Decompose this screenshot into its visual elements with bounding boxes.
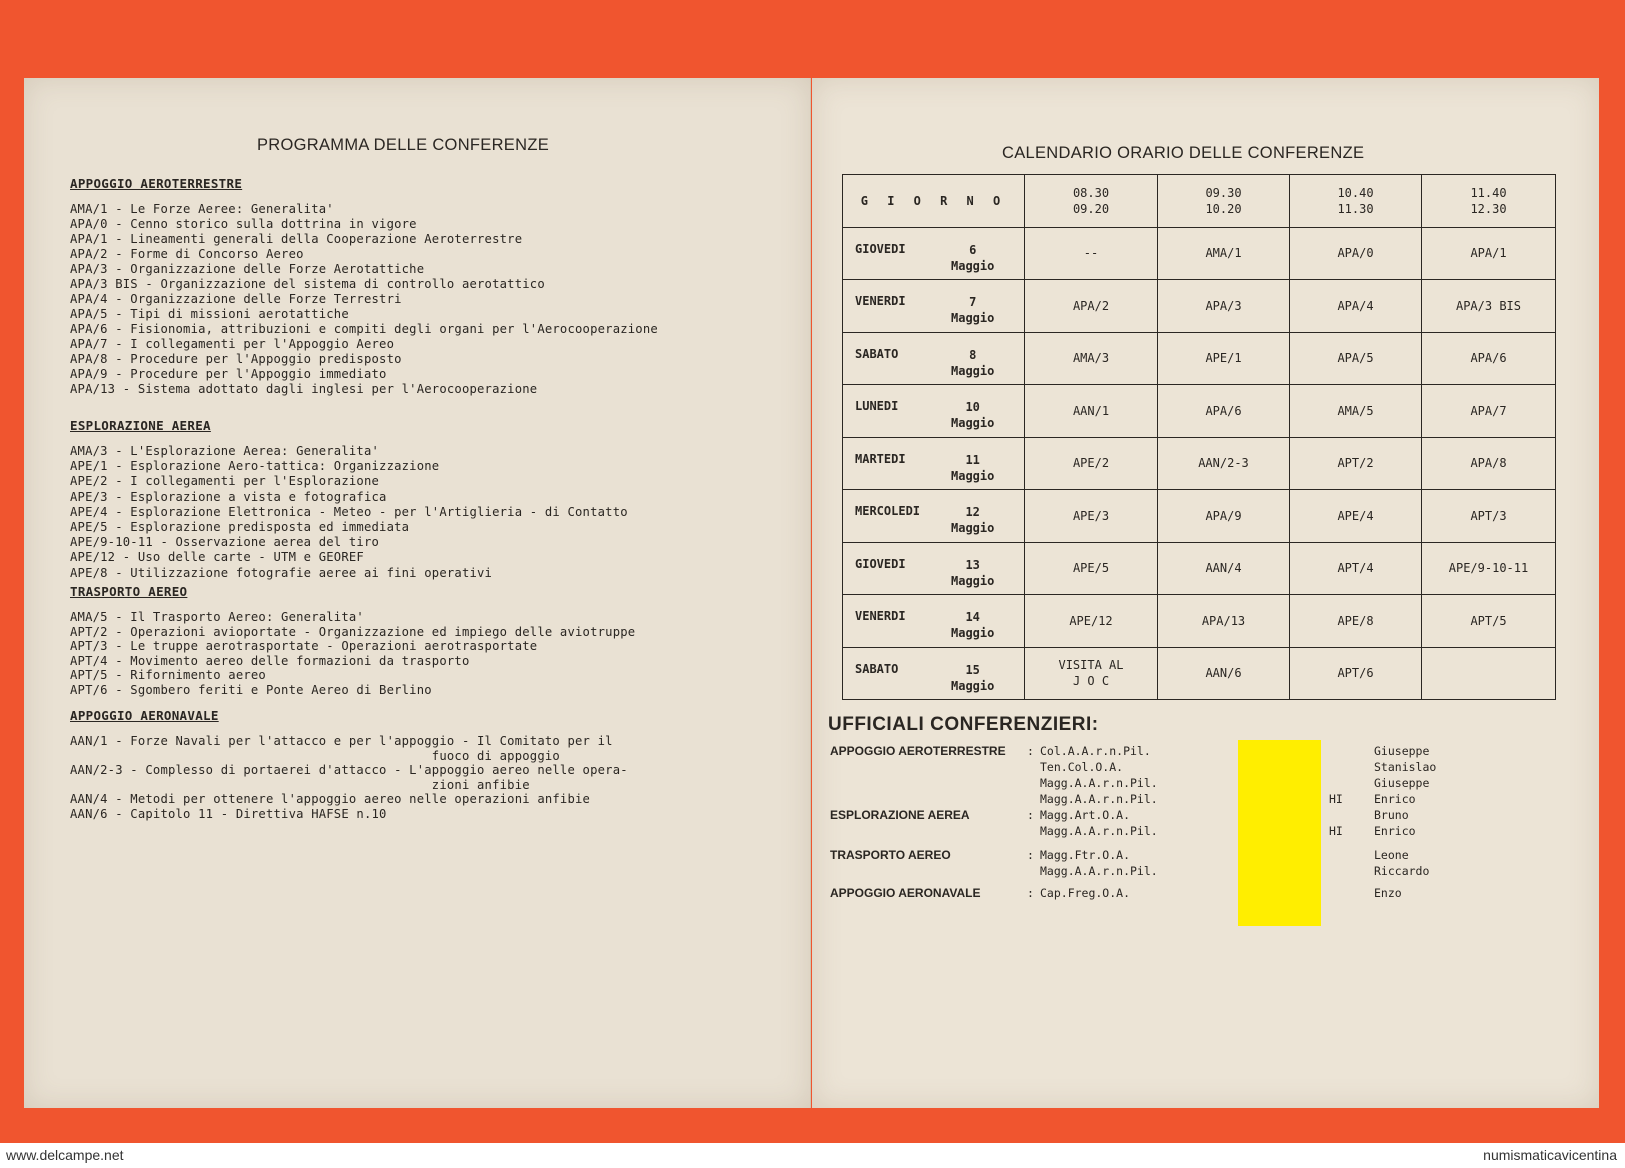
calendar-title: CALENDARIO ORARIO DELLE CONFERENZE <box>1002 144 1365 162</box>
officer-name-fragment: HI <box>1329 824 1343 838</box>
officer-first-name: Stanislao <box>1374 760 1437 774</box>
day-cell <box>843 385 1025 438</box>
officer-name-fragment: HI <box>1329 792 1343 806</box>
lecture-cell <box>1422 385 1556 438</box>
program-line: fuoco di appoggio <box>70 748 560 763</box>
program-line: APT/5 - Rifornimento aereo <box>70 668 266 683</box>
day-month: Maggio <box>951 363 995 378</box>
officer-first-name: Giuseppe <box>1374 744 1430 758</box>
officer-rank: Magg.A.A.r.n.Pil. <box>1040 864 1158 878</box>
program-line: AMA/5 - Il Trasporto Aereo: Generalita' <box>70 610 364 624</box>
day-month: Maggio <box>951 521 995 535</box>
program-title: PROGRAMMA DELLE CONFERENZE <box>257 136 550 154</box>
program-line: APT/4 - Movimento aereo delle formazioni da trasporto <box>70 653 470 668</box>
calendar-row <box>843 647 1556 700</box>
program-line: APE/12 - Uso delle carte - UTM e GEOREF <box>70 550 364 565</box>
officer-first-name: Leone <box>1374 848 1409 862</box>
program-line: APA/0 - Cenno storico sulla dottrina in vigore <box>70 217 417 231</box>
section-heading: TRASPORTO AEREO <box>70 584 188 599</box>
slot-start: 08.30 <box>1072 185 1110 200</box>
lecture-code: VISITA AL J O C <box>1058 658 1124 689</box>
officer-colon: : <box>1027 886 1034 900</box>
lecture-cell <box>1290 280 1422 333</box>
lecture-cell <box>1025 647 1158 700</box>
footer-left-link[interactable]: www.delcampe.net <box>6 1147 124 1163</box>
program-line: APE/8 - Utilizzazione fotografie aeree ai fini operativi <box>70 565 493 580</box>
lecture-cell <box>1025 385 1158 438</box>
day-cell <box>843 437 1025 490</box>
program-line: AAN/4 - Metodi per ottenere l'appoggio aereo nelle operazioni anfibie <box>70 792 591 807</box>
lecture-code: APA/6 <box>1205 403 1242 418</box>
calendar-row <box>843 595 1556 648</box>
day-name: LUNEDI <box>855 399 899 413</box>
program-line: APA/2 - Forme di Concorso Aereo <box>70 247 304 261</box>
lecture-code: APE/2 <box>1072 456 1110 471</box>
calendar-row <box>843 332 1556 385</box>
day-name: VENERDI <box>855 294 906 308</box>
day-name: SABATO <box>855 661 899 676</box>
lecture-code: AMA/3 <box>1072 351 1110 366</box>
right-page <box>812 78 1599 1108</box>
lecture-cell <box>1422 227 1556 280</box>
day-name: GIOVEDI <box>855 556 906 571</box>
officer-category: APPOGGIO AEROTERRESTRE <box>830 744 1006 758</box>
program-line: APE/9-10-11 - Osservazione aerea del tiro <box>70 535 380 550</box>
lecture-cell <box>1422 437 1556 490</box>
lecture-code: APE/5 <box>1072 561 1110 576</box>
lecture-code: AMA/5 <box>1337 403 1374 418</box>
officer-rank: Magg.Ftr.O.A. <box>1040 848 1131 862</box>
lecture-cell <box>1158 227 1290 280</box>
officer-rank: Col.A.A.r.n.Pil. <box>1040 744 1151 758</box>
program-line: APE/1 - Esplorazione Aero-tattica: Organizzazione <box>70 459 440 474</box>
lecture-cell <box>1290 437 1422 490</box>
lecture-code: APA/3 <box>1205 298 1242 313</box>
officer-first-name: Bruno <box>1374 808 1409 822</box>
lecture-cell <box>1025 542 1158 595</box>
lecture-code: APT/6 <box>1337 666 1374 681</box>
lecture-cell <box>1290 332 1422 385</box>
lecture-code: APA/8 <box>1470 456 1507 471</box>
day-number: 12 <box>965 505 980 519</box>
program-line: APA/6 - Fisionomia, attribuzioni e compiti degli organi per l'Aerocooperazione <box>70 322 658 336</box>
lecture-code: -- <box>1083 246 1099 261</box>
day-cell <box>843 280 1025 333</box>
program-line: APA/5 - Tipi di missioni aerotattiche <box>70 307 349 321</box>
lecture-code: APT/5 <box>1470 613 1507 628</box>
day-number: 10 <box>965 400 980 414</box>
time-slot-header <box>1422 175 1556 228</box>
lecture-cell <box>1025 280 1158 333</box>
lecture-code: APE/1 <box>1205 351 1242 366</box>
day-cell <box>843 595 1025 648</box>
program-line: APE/4 - Esplorazione Elettronica - Meteo - per l'Artiglieria - di Contatto <box>70 504 628 519</box>
lecture-cell <box>1290 595 1422 648</box>
day-number: 15 <box>965 662 980 677</box>
day-number: 8 <box>969 347 977 362</box>
day-cell <box>843 332 1025 385</box>
program-line: AMA/1 - Le Forze Aeree: Generalita' <box>70 202 334 216</box>
officer-rank: Ten.Col.O.A. <box>1040 760 1124 774</box>
slot-start: 11.40 <box>1470 185 1507 200</box>
left-page <box>24 78 811 1108</box>
program-line: APA/4 - Organizzazione delle Forze Terrestri <box>70 292 402 306</box>
lecture-code: APE/4 <box>1337 508 1374 523</box>
slot-end: 10.20 <box>1205 201 1242 216</box>
officer-first-name: Giuseppe <box>1374 776 1430 790</box>
program-line: APT/6 - Sgombero feriti e Ponte Aereo di Berlino <box>70 683 432 697</box>
lecture-code: AAN/1 <box>1072 403 1110 418</box>
program-line: APA/1 - Lineamenti generali della Cooperazione Aeroterrestre <box>70 232 523 246</box>
day-name: GIOVEDI <box>855 241 906 256</box>
officer-colon: : <box>1027 744 1034 758</box>
lecture-code: APE/12 <box>1069 613 1113 628</box>
footer-strip <box>0 1143 1625 1168</box>
calendar-row <box>843 280 1556 333</box>
lecture-cell <box>1290 490 1422 543</box>
officer-rank: Cap.Freg.O.A. <box>1040 886 1131 900</box>
day-month: Maggio <box>951 258 995 273</box>
section-heading: ESPLORAZIONE AEREA <box>70 418 211 433</box>
program-line: AAN/6 - Capitolo 11 - Direttiva HAFSE n.10 <box>70 807 387 821</box>
lecture-cell <box>1422 280 1556 333</box>
day-number: 11 <box>965 452 980 467</box>
lecture-code: AAN/2-3 <box>1198 456 1249 471</box>
calendar-row <box>843 227 1556 280</box>
footer-right-text: numismaticavicentina <box>1483 1147 1617 1163</box>
officer-first-name: Riccardo <box>1374 864 1430 878</box>
lecture-cell <box>1025 227 1158 280</box>
lecture-code: AAN/6 <box>1205 666 1242 681</box>
lecture-code: APE/9-10-11 <box>1448 561 1529 576</box>
lecture-code: APT/2 <box>1337 456 1374 471</box>
lecture-code: AMA/1 <box>1205 246 1242 261</box>
lecture-code: APE/3 <box>1072 508 1110 523</box>
program-line: APA/7 - I collegamenti per l'Appoggio Aereo <box>70 337 395 351</box>
lecture-code: APT/3 <box>1470 508 1507 523</box>
officer-rank: Magg.Art.O.A. <box>1040 808 1131 822</box>
program-line: AAN/2-3 - Complesso di portaerei d'attacco - L'appoggio aereo nelle opera- <box>70 763 628 778</box>
giorno-header: G I O R N O <box>860 193 1007 208</box>
program-line: zioni anfibie <box>70 777 530 792</box>
lecture-code: APA/0 <box>1337 246 1374 261</box>
program-line: APT/2 - Operazioni avioportate - Organizzazione ed impiego delle aviotruppe <box>70 624 636 639</box>
lecture-cell <box>1025 332 1158 385</box>
lecture-cell <box>1025 437 1158 490</box>
lecture-code: APA/2 <box>1072 298 1110 313</box>
program-line: AMA/3 - L'Esplorazione Aerea: Generalita' <box>70 444 380 458</box>
yellow-redaction-marker <box>1238 740 1321 926</box>
day-number: 13 <box>965 557 980 572</box>
day-name: VENERDI <box>855 609 906 623</box>
lecture-cell <box>1158 490 1290 543</box>
slot-end: 11.30 <box>1337 201 1374 216</box>
time-slot-header <box>1290 175 1422 228</box>
time-slot-header <box>1158 175 1290 228</box>
program-line: AAN/1 - Forze Navali per l'attacco e per l'appoggio - Il Comitato per il <box>70 734 613 748</box>
program-line: APT/3 - Le truppe aerotrasportate - Operazioni aerotrasportate <box>70 639 538 654</box>
lecture-cell <box>1422 490 1556 543</box>
officers-title: UFFICIALI CONFERENZIERI: <box>828 714 1099 735</box>
program-line: APE/3 - Esplorazione a vista e fotografica <box>70 489 387 504</box>
lecture-code: APA/5 <box>1337 351 1374 366</box>
program-line: APA/8 - Procedure per l'Appoggio predisposto <box>70 352 402 366</box>
lecture-code: AAN/4 <box>1205 561 1242 576</box>
lecture-cell <box>1158 280 1290 333</box>
officer-rank: Magg.A.A.r.n.Pil. <box>1040 792 1158 806</box>
lecture-cell <box>1422 332 1556 385</box>
lecture-code: APA/1 <box>1470 246 1507 261</box>
lecture-cell <box>1025 490 1158 543</box>
officer-rank: Magg.A.A.r.n.Pil. <box>1040 776 1158 790</box>
officer-first-name: Enrico <box>1374 824 1416 838</box>
day-header-cell <box>843 175 1025 228</box>
lecture-cell <box>1422 647 1556 700</box>
lecture-cell <box>1290 647 1422 700</box>
day-month: Maggio <box>951 468 995 483</box>
lecture-cell <box>1290 385 1422 438</box>
program-line: APE/5 - Esplorazione predisposta ed immediata <box>70 520 410 534</box>
day-number: 14 <box>965 610 980 624</box>
day-name: SABATO <box>855 346 899 361</box>
day-name: MARTEDI <box>855 451 906 466</box>
lecture-code: APA/3 BIS <box>1455 298 1522 313</box>
calendar-row <box>843 437 1556 490</box>
officer-category: TRASPORTO AEREO <box>830 848 951 862</box>
day-number: 6 <box>969 242 977 257</box>
officer-category: ESPLORAZIONE AEREA <box>830 808 970 822</box>
slot-start: 10.40 <box>1337 185 1374 200</box>
lecture-cell <box>1158 332 1290 385</box>
lecture-code: APE/8 <box>1337 613 1374 628</box>
lecture-cell <box>1158 595 1290 648</box>
lecture-code: APT/4 <box>1337 561 1374 576</box>
section-heading: APPOGGIO AEROTERRESTRE <box>70 176 243 191</box>
calendar-row <box>843 490 1556 543</box>
program-line: APA/3 - Organizzazione delle Forze Aerotattiche <box>70 262 425 276</box>
time-slot-header <box>1025 175 1158 228</box>
day-name: MERCOLEDI <box>855 504 921 518</box>
day-month: Maggio <box>951 573 995 588</box>
officer-colon: : <box>1027 808 1034 822</box>
day-number: 7 <box>969 295 977 309</box>
slot-start: 09.30 <box>1205 185 1242 200</box>
lecture-cell <box>1290 227 1422 280</box>
day-cell <box>843 227 1025 280</box>
lecture-code: APA/7 <box>1470 403 1507 418</box>
calendar-table <box>842 174 1556 700</box>
lecture-cell <box>1158 437 1290 490</box>
lecture-cell <box>1158 647 1290 700</box>
day-cell <box>843 542 1025 595</box>
officer-rank: Magg.A.A.r.n.Pil. <box>1040 824 1158 838</box>
lecture-cell <box>1422 595 1556 648</box>
program-line: APA/9 - Procedure per l'Appoggio immediato <box>70 367 387 381</box>
lecture-code: APA/6 <box>1470 351 1507 366</box>
calendar-header-row <box>843 175 1556 228</box>
lecture-cell <box>1158 542 1290 595</box>
day-cell <box>843 647 1025 700</box>
day-month: Maggio <box>951 311 995 325</box>
day-month: Maggio <box>951 678 995 693</box>
lecture-cell <box>1422 542 1556 595</box>
program-line: APA/3 BIS - Organizzazione del sistema di controllo aerotattico <box>70 277 545 291</box>
day-cell <box>843 490 1025 543</box>
program-line: APE/2 - I collegamenti per l'Esplorazione <box>70 474 380 489</box>
day-month: Maggio <box>951 416 995 430</box>
lecture-code: APA/9 <box>1205 508 1242 523</box>
lecture-code: APA/13 <box>1201 613 1246 628</box>
program-line: APA/13 - Sistema adottato dagli inglesi per l'Aerocooperazione <box>70 382 538 396</box>
day-month: Maggio <box>951 626 995 640</box>
lecture-cell <box>1025 595 1158 648</box>
section-heading: APPOGGIO AERONAVALE <box>70 708 219 723</box>
officer-category: APPOGGIO AERONAVALE <box>830 886 981 900</box>
officer-first-name: Enzo <box>1374 886 1402 900</box>
officer-colon: : <box>1027 848 1034 862</box>
lecture-cell <box>1290 542 1422 595</box>
calendar-row <box>843 385 1556 438</box>
slot-end: 12.30 <box>1470 201 1507 216</box>
lecture-cell <box>1158 385 1290 438</box>
slot-end: 09.20 <box>1072 201 1110 216</box>
lecture-code: APA/4 <box>1337 298 1374 313</box>
officer-first-name: Enrico <box>1374 792 1416 806</box>
calendar-row <box>843 542 1556 595</box>
